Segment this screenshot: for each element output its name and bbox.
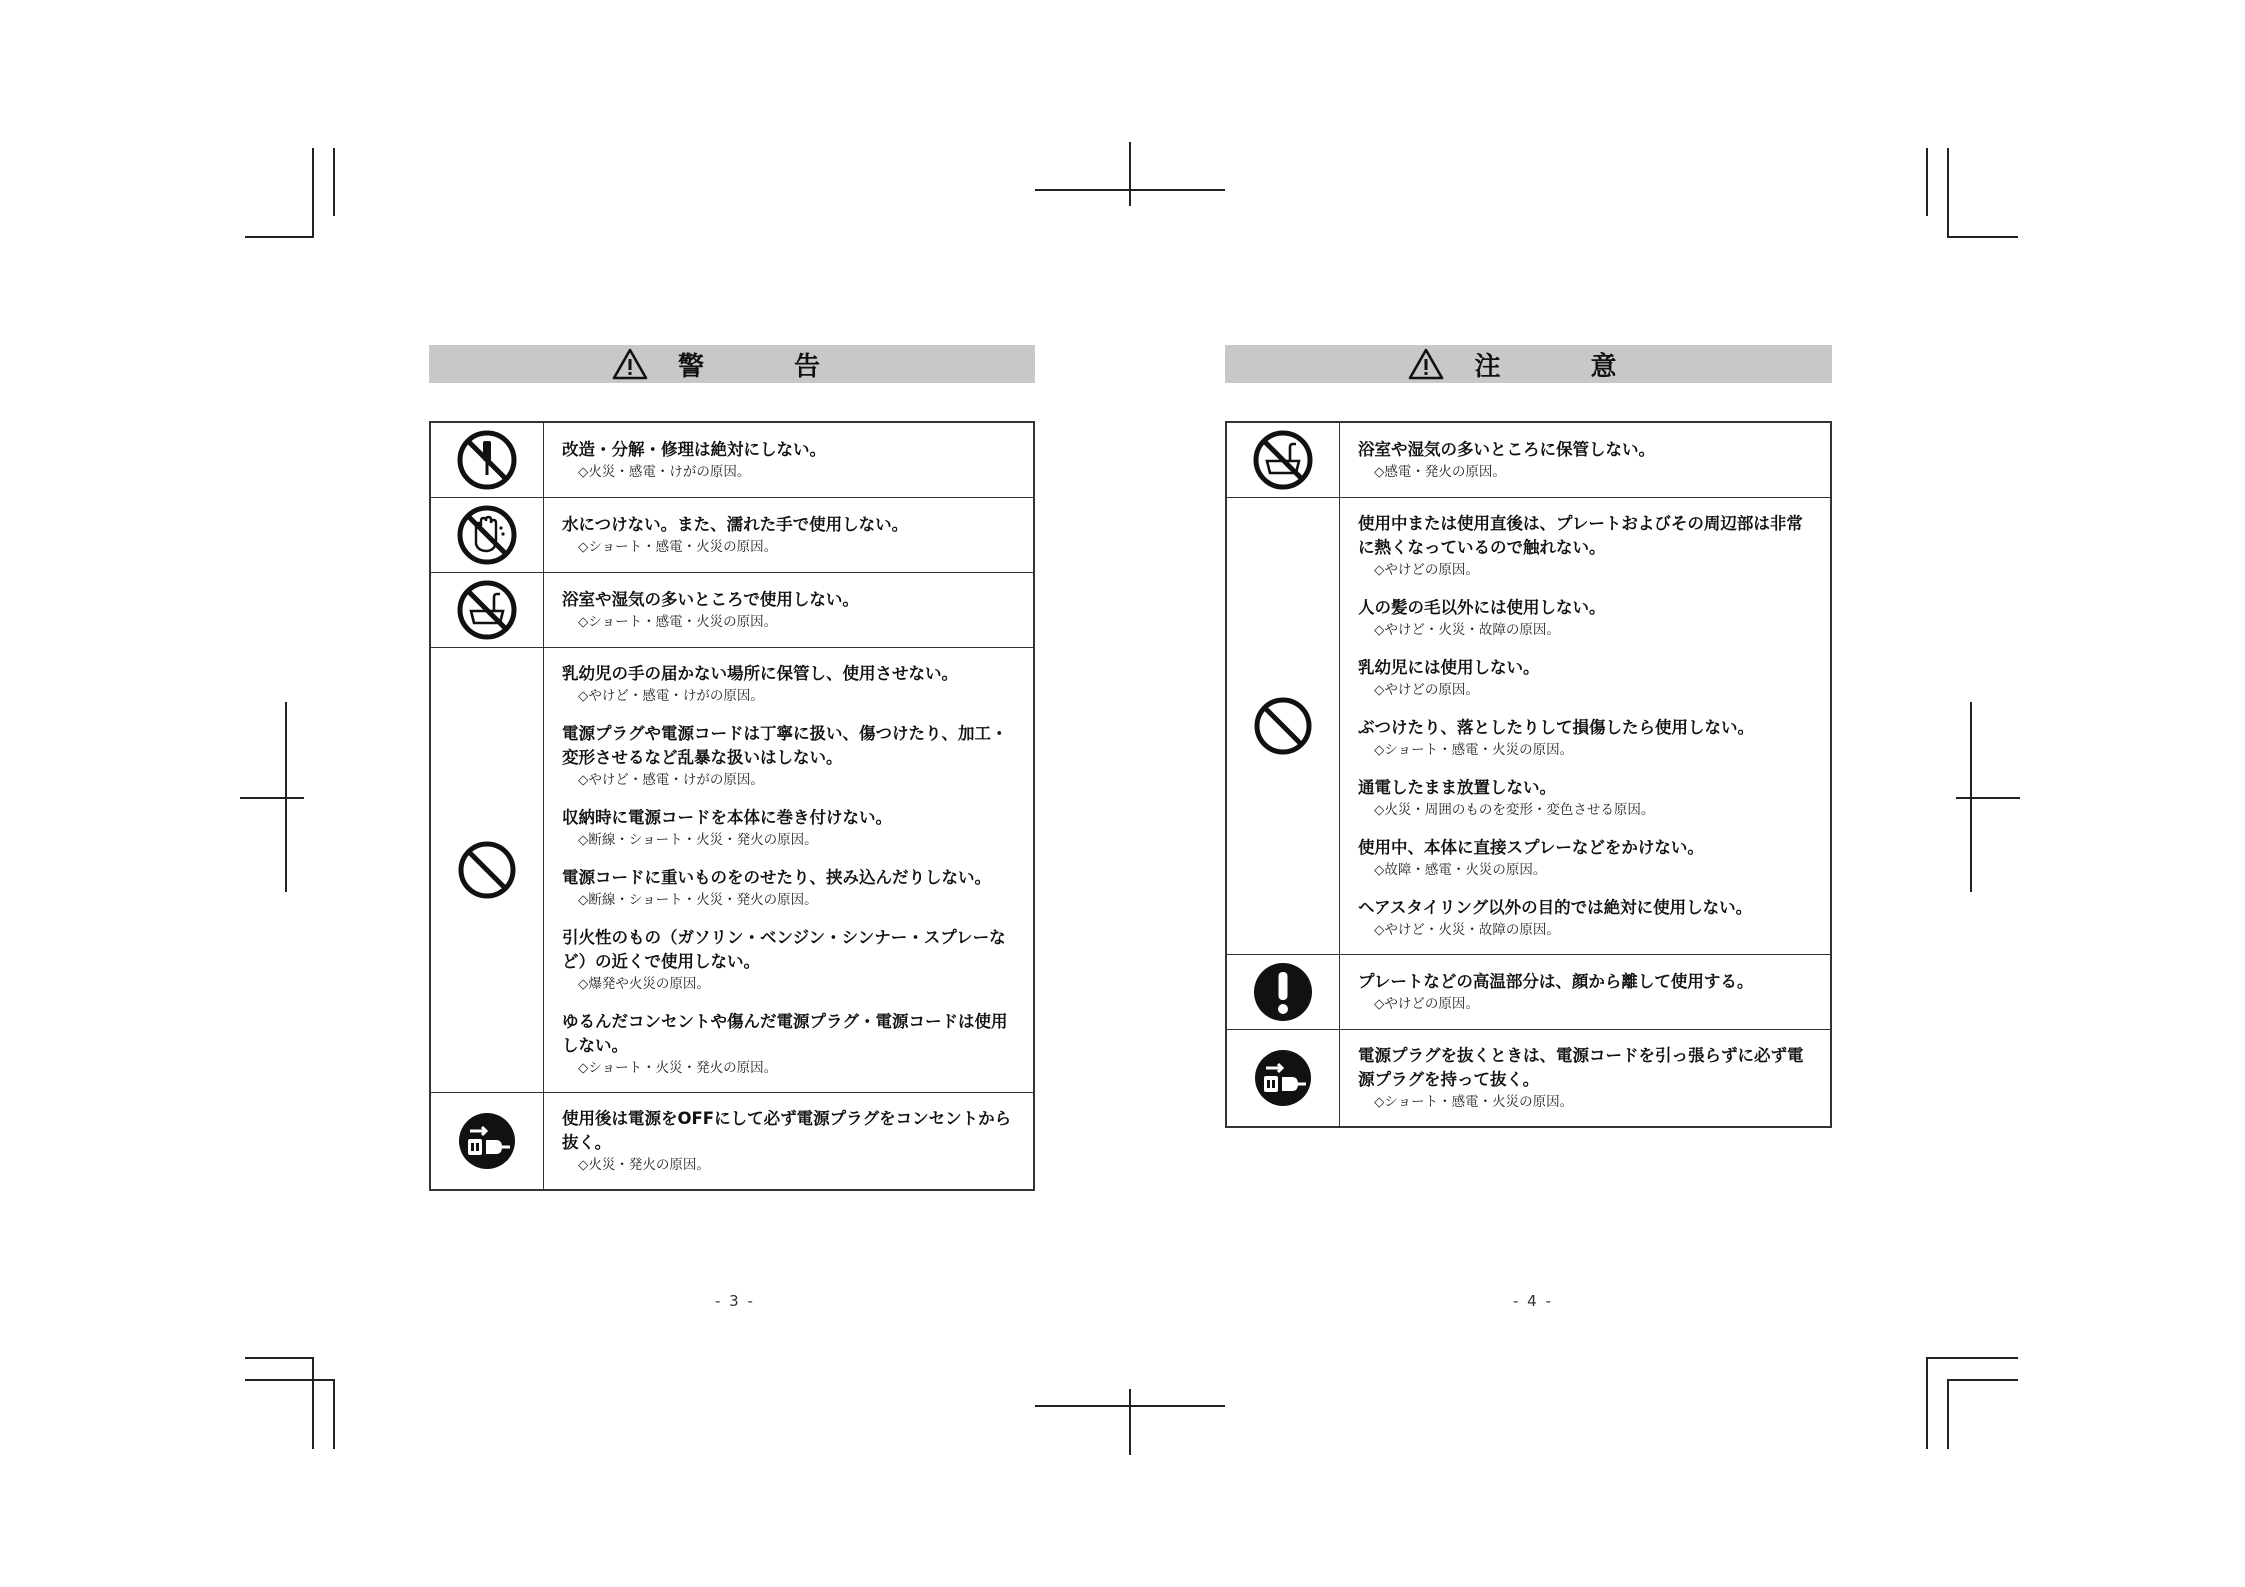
notice-cause: ◇火災・発火の原因。 [578, 1156, 710, 1173]
crop-mark [1947, 1379, 1949, 1449]
table-row [1226, 422, 1831, 497]
banner-title: 注 意 [1474, 351, 1649, 382]
crop-mark [1926, 148, 1928, 216]
warning-triangle-icon [612, 348, 648, 380]
warning-banner [429, 345, 1035, 383]
notice-cause: ◇火災・感電・けがの原因。 [578, 463, 751, 480]
notice-main: ゆるんだコンセントや傷んだ電源プラグ・電源コードは使用しない。 [562, 1011, 1008, 1055]
notice-item [562, 866, 1019, 910]
notice-item [1358, 438, 1816, 482]
notice-main: 乳幼児の手の届かない場所に保管し、使用させない。 [562, 663, 958, 683]
mandatory-icon [1252, 961, 1314, 1023]
notice-main: 使用中、本体に直接スプレーなどをかけない。 [1358, 837, 1704, 857]
notice-item [562, 926, 1019, 994]
icon-cell [1226, 497, 1340, 954]
notice-main: 電源コードに重いものをのせたり、挟み込んだりしない。 [562, 867, 991, 887]
notice-item [562, 1107, 1019, 1175]
notice-cause: ◇爆発や火災の原因。 [578, 975, 710, 992]
notice-cause: ◇やけど・火災・故障の原因。 [1374, 921, 1560, 938]
notice-cause: ◇ショート・感電・火災の原因。 [578, 613, 778, 630]
notice-main: 使用中または使用直後は、プレートおよびその周辺部は非常に熱くなっているので触れない。 [1358, 513, 1803, 557]
icon-cell [1226, 422, 1340, 497]
text-cell [1340, 954, 1832, 1029]
table-row [1226, 954, 1831, 1029]
notice-item [562, 662, 1019, 706]
unplug-icon [456, 1110, 518, 1172]
notice-main: 浴室や湿気の多いところで使用しない。 [562, 589, 859, 609]
crop-mark [245, 1379, 333, 1381]
icon-cell [430, 1092, 544, 1190]
text-cell [544, 647, 1035, 1092]
notice-cause: ◇ショート・火災・発火の原因。 [578, 1059, 778, 1076]
crop-mark [333, 1379, 335, 1449]
notice-main: プレートなどの高温部分は、顔から離して使用する。 [1358, 971, 1754, 991]
notice-item [562, 513, 1019, 557]
table-row [430, 572, 1034, 647]
crop-mark [1926, 1357, 1928, 1449]
notice-main: 収納時に電源コードを本体に巻き付けない。 [562, 807, 892, 827]
notice-cause: ◇ショート・感電・火災の原因。 [1374, 1093, 1574, 1110]
prohibition-icon [456, 839, 518, 901]
notice-cause: ◇ショート・感電・火災の原因。 [578, 538, 778, 555]
warning-triangle-icon [1408, 348, 1444, 380]
notice-main: 浴室や湿気の多いところに保管しない。 [1358, 439, 1655, 459]
notice-item [1358, 512, 1816, 580]
notice-item [562, 438, 1019, 482]
text-cell [544, 1092, 1035, 1190]
notice-item [1358, 896, 1816, 940]
notice-item [1358, 836, 1816, 880]
notice-item [1358, 596, 1816, 640]
crop-mark [312, 1357, 314, 1449]
text-cell [1340, 497, 1832, 954]
icon-cell [1226, 954, 1340, 1029]
notice-main: 人の髪の毛以外には使用しない。 [1358, 597, 1606, 617]
notice-main: 乳幼児には使用しない。 [1358, 657, 1540, 677]
notice-main: 水につけない。また、濡れた手で使用しない。 [562, 514, 909, 534]
notice-cause: ◇ショート・感電・火災の原因。 [1374, 741, 1574, 758]
notice-cause: ◇火災・周囲のものを変形・変色させる原因。 [1374, 801, 1655, 818]
notice-cause: ◇やけどの原因。 [1374, 681, 1479, 698]
notice-main: 改造・分解・修理は絶対にしない。 [562, 439, 826, 459]
text-cell [544, 572, 1035, 647]
icon-cell [430, 647, 544, 1092]
table-row [430, 422, 1034, 497]
caution-table [1225, 421, 1832, 1128]
text-cell [1340, 422, 1832, 497]
notice-main: ヘアスタイリング以外の目的では絶対に使用しない。 [1358, 897, 1753, 917]
no-disassembly-icon [456, 429, 518, 491]
crop-mark [1948, 1379, 2018, 1381]
notice-main: 引火性のもの（ガソリン・ベンジン・シンナー・スプレーなど）の近くで使用しない。 [562, 927, 1006, 971]
icon-cell [430, 572, 544, 647]
table-row [430, 497, 1034, 572]
notice-cause: ◇断線・ショート・火災・発火の原因。 [578, 831, 818, 848]
notice-item [1358, 716, 1816, 760]
notice-cause: ◇やけど・感電・けがの原因。 [578, 771, 764, 788]
notice-cause: ◇感電・発火の原因。 [1374, 463, 1506, 480]
crop-mark [1956, 797, 2020, 799]
text-cell [544, 422, 1035, 497]
unplug-icon [1252, 1047, 1314, 1109]
notice-cause: ◇やけど・火災・故障の原因。 [1374, 621, 1560, 638]
notice-main: 通電したまま放置しない。 [1358, 777, 1556, 797]
prohibition-icon [1252, 695, 1314, 757]
caution-banner [1225, 345, 1832, 383]
text-cell [1340, 1029, 1832, 1127]
table-row [1226, 497, 1831, 954]
icon-cell [1226, 1029, 1340, 1127]
warning-table [429, 421, 1035, 1191]
crop-mark [240, 797, 304, 799]
crop-mark [245, 236, 313, 238]
crop-mark [245, 1357, 313, 1359]
notice-item [562, 588, 1019, 632]
page-number: - 4 - [1513, 1292, 1553, 1310]
table-row [430, 1092, 1034, 1190]
table-row [430, 647, 1034, 1092]
notice-cause: ◇やけどの原因。 [1374, 561, 1479, 578]
banner-title: 警 告 [677, 351, 852, 382]
crop-mark [333, 148, 335, 216]
notice-item [1358, 776, 1816, 820]
icon-cell [430, 497, 544, 572]
page-number: - 3 - [715, 1292, 755, 1310]
crop-mark [1926, 1357, 2018, 1359]
notice-main: 電源プラグを抜くときは、電源コードを引っ張らずに必ず電源プラグを持って抜く。 [1358, 1045, 1804, 1089]
crop-mark [1129, 142, 1131, 206]
text-cell [544, 497, 1035, 572]
notice-item [1358, 970, 1816, 1014]
notice-cause: ◇断線・ショート・火災・発火の原因。 [578, 891, 818, 908]
notice-cause: ◇故障・感電・火災の原因。 [1374, 861, 1547, 878]
notice-item [562, 722, 1019, 790]
notice-main: 電源プラグや電源コードは丁寧に扱い、傷つけたり、加工・変形させるなど乱暴な扱いはしない。 [562, 723, 1008, 767]
table-row [1226, 1029, 1831, 1127]
no-wet-hands-icon [456, 504, 518, 566]
notice-main: 使用後は電源をOFFにして必ず電源プラグをコンセントから抜く。 [562, 1108, 1012, 1152]
notice-item [562, 1010, 1019, 1078]
notice-item [1358, 1044, 1816, 1112]
crop-mark [1947, 148, 1949, 238]
notice-cause: ◇やけどの原因。 [1374, 995, 1479, 1012]
crop-mark [1948, 236, 2018, 238]
no-bathroom-icon [456, 579, 518, 641]
notice-item [1358, 656, 1816, 700]
notice-item [562, 806, 1019, 850]
notice-cause: ◇やけど・感電・けがの原因。 [578, 687, 764, 704]
icon-cell [430, 422, 544, 497]
crop-mark [312, 148, 314, 238]
crop-mark [1129, 1389, 1131, 1455]
notice-main: ぶつけたり、落としたりして損傷したら使用しない。 [1358, 717, 1754, 737]
no-bathroom-icon [1252, 429, 1314, 491]
